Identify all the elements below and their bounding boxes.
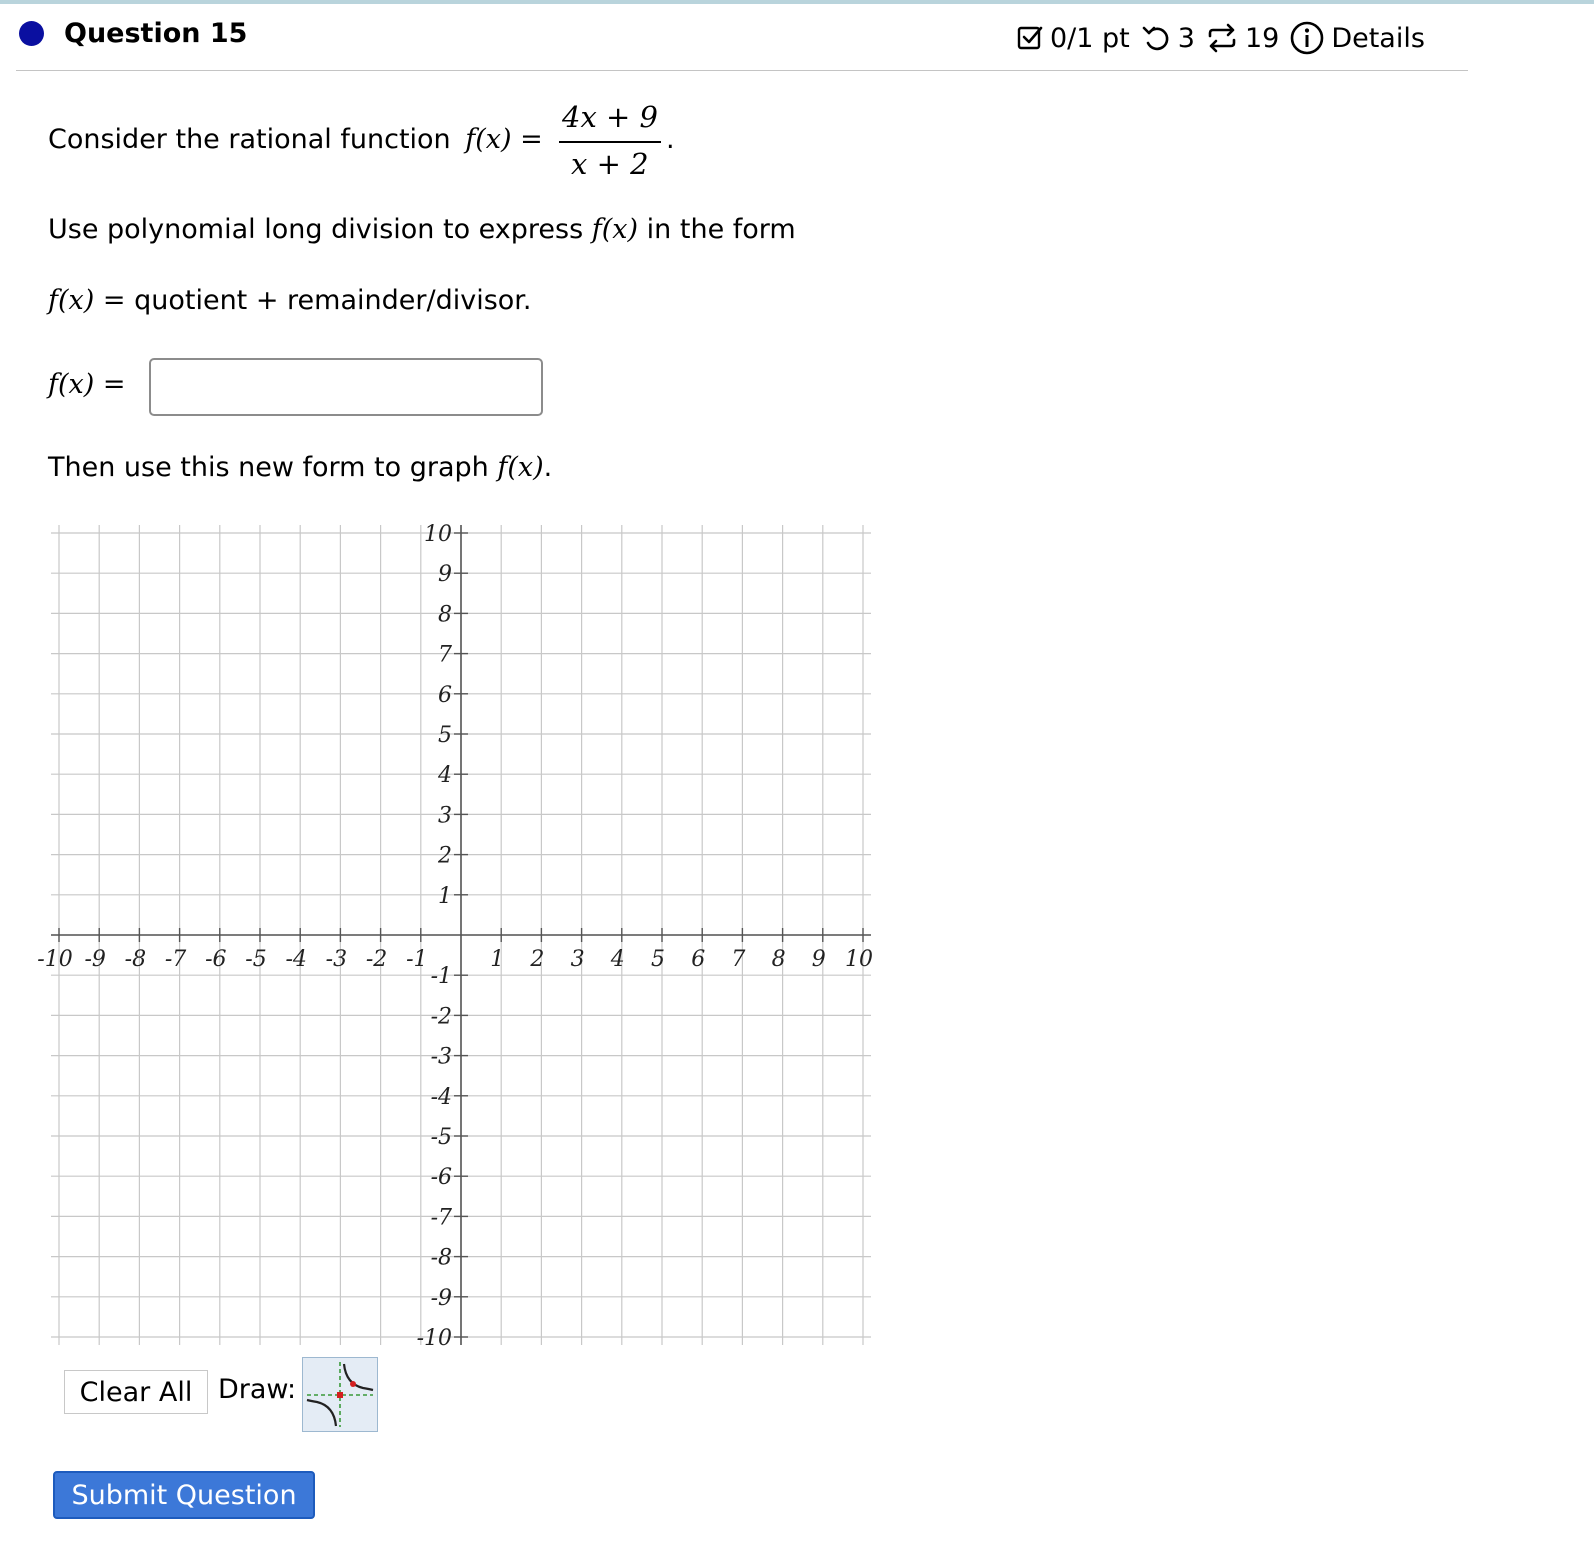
x-tick-label: -6 xyxy=(205,947,227,972)
draw-label: Draw: xyxy=(218,1374,297,1405)
y-tick-label: 10 xyxy=(424,522,452,547)
graph-instruction-start: Then use this new form to graph xyxy=(48,452,489,483)
graph-instruction-end: . xyxy=(543,452,553,483)
y-tick-label: 5 xyxy=(438,723,452,748)
y-tick-label: -4 xyxy=(430,1084,452,1110)
x-tick-labels xyxy=(37,947,873,972)
x-tick-label: 10 xyxy=(845,947,873,972)
y-tick-label: 6 xyxy=(438,682,452,708)
x-tick-label: -5 xyxy=(245,947,267,972)
attempts-count: 19 xyxy=(1244,22,1280,54)
fraction-denominator: x + 2 xyxy=(571,147,649,181)
y-tick-label: -9 xyxy=(430,1285,452,1311)
form-lhs: f(x) = xyxy=(48,285,126,316)
clear-all-button[interactable]: Clear All xyxy=(64,1370,208,1414)
x-tick-label: 9 xyxy=(811,947,826,972)
axes xyxy=(51,525,871,1345)
x-tick-label: 2 xyxy=(530,947,545,972)
instruction-fx: f(x) xyxy=(591,214,639,245)
x-tick-label: 8 xyxy=(771,947,786,972)
form-rhs: quotient + remainder/divisor. xyxy=(134,285,532,316)
y-tick-label: 4 xyxy=(438,763,452,789)
function-name: f(x) = xyxy=(465,124,543,155)
x-tick-label: 7 xyxy=(731,947,746,972)
x-tick-label: -10 xyxy=(37,947,73,972)
answer-label-text: f(x) = xyxy=(48,369,126,400)
x-tick-label: 5 xyxy=(651,947,665,972)
y-tick-label: 2 xyxy=(438,843,452,869)
y-tick-label: -2 xyxy=(430,1004,452,1030)
y-tick-label: -1 xyxy=(430,964,452,990)
score: 0/1 pt xyxy=(1050,22,1130,54)
x-tick-label: -1 xyxy=(406,947,428,972)
y-tick-label: 1 xyxy=(438,883,452,909)
graph-instruction-fx: f(x) xyxy=(497,452,544,483)
rational-function-tool-icon xyxy=(303,1358,377,1431)
intro-text: Consider the rational function xyxy=(48,124,451,155)
y-tick-label: -5 xyxy=(430,1125,452,1150)
rational-function-tool-button[interactable] xyxy=(302,1357,378,1432)
x-tick-label: 4 xyxy=(610,947,625,972)
y-tick-label: -7 xyxy=(430,1205,452,1231)
y-tick-label: -8 xyxy=(430,1245,452,1271)
x-tick-label: 6 xyxy=(691,947,706,972)
submit-question-button[interactable]: Submit Question xyxy=(53,1471,315,1519)
x-tick-label: -9 xyxy=(84,947,106,972)
y-tick-label: -3 xyxy=(430,1044,452,1070)
y-tick-label: 8 xyxy=(438,602,452,628)
x-tick-label: -4 xyxy=(285,947,307,972)
retries-count: 3 xyxy=(1177,22,1195,54)
fraction-period: . xyxy=(666,124,675,155)
x-tick-label: -3 xyxy=(325,947,348,972)
x-tick-label: -7 xyxy=(164,947,187,972)
y-tick-label: -6 xyxy=(430,1165,452,1191)
y-tick-label: 9 xyxy=(438,562,452,588)
question-title: Question 15 xyxy=(64,18,248,49)
y-tick-labels xyxy=(417,522,452,1351)
instruction-start: Use polynomial long division to express xyxy=(48,214,584,245)
y-tick-label: -10 xyxy=(416,1326,452,1351)
details-link[interactable]: Details xyxy=(1331,22,1425,54)
x-tick-label: 3 xyxy=(570,947,585,972)
y-tick-label: 3 xyxy=(438,803,452,829)
x-tick-label: -2 xyxy=(365,947,388,972)
x-tick-label: -8 xyxy=(124,947,147,972)
instruction-end: in the form xyxy=(646,214,796,245)
x-tick-label: 1 xyxy=(490,947,505,972)
y-tick-label: 7 xyxy=(438,642,452,668)
fraction-numerator: 4x + 9 xyxy=(562,100,658,134)
